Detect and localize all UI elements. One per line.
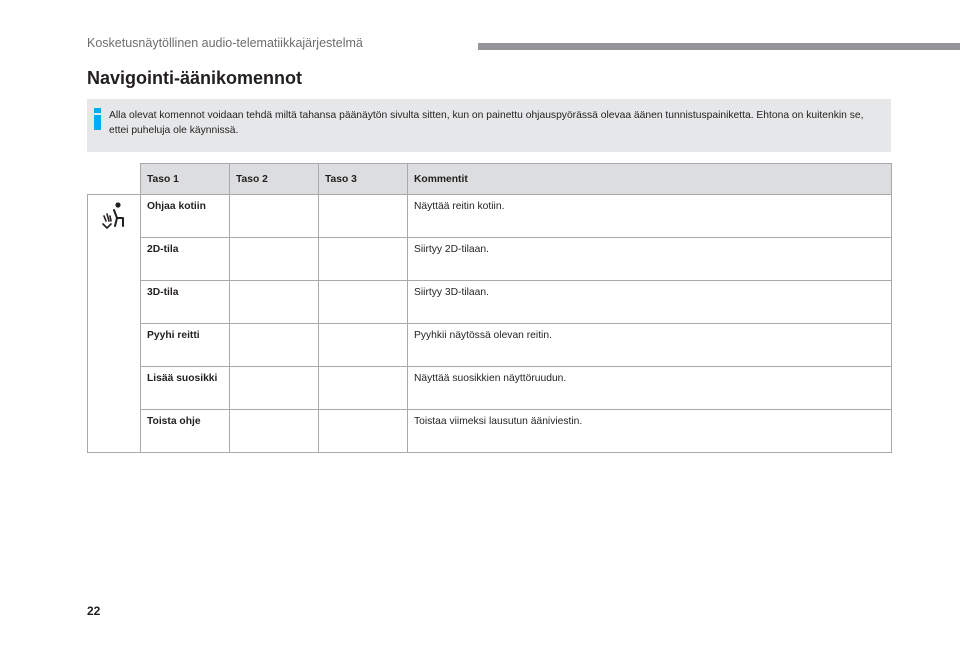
table-row [88,281,892,324]
voice-command-icon [101,201,127,231]
table-row [88,195,892,238]
table-header-row [88,164,892,195]
row-level1: Pyyhi reitti [141,324,230,367]
table-row [88,367,892,410]
row-level3 [319,410,408,453]
voice-icon-cell [88,195,141,453]
row-level1: 3D-tila [141,281,230,324]
row-comment: Pyyhkii näytössä olevan reitin. [408,324,892,367]
row-level1: Toista ohje [141,410,230,453]
row-level3 [319,195,408,238]
row-level1: Ohjaa kotiin [141,195,230,238]
row-level1: Lisää suosikki [141,367,230,410]
header-bar [478,43,960,50]
row-comment: Näyttää reitin kotiin. [408,195,892,238]
row-level1: 2D-tila [141,238,230,281]
column-header-level1: Taso 1 [141,164,230,195]
row-level3 [319,367,408,410]
row-comment: Siirtyy 2D-tilaan. [408,238,892,281]
row-level2 [230,324,319,367]
info-text: Alla olevat komennot voidaan tehdä miltä tahansa päänäytön sivulta sitten, kun on painettu ohjauspyörässä olevaa äänen tunnistuspainiketta. Ehtona on kuitenkin se, ettei puheluja ole käynnissä. [109,110,864,136]
table-row [88,410,892,453]
row-level2 [230,281,319,324]
info-box [87,99,891,152]
row-comment: Toistaa viimeksi lausutun ääniviestin. [408,410,892,453]
table-row [88,324,892,367]
header-blank-cell [88,164,141,195]
column-header-level2: Taso 2 [230,164,319,195]
page-number: 22 [87,604,101,618]
row-level2 [230,367,319,410]
row-level3 [319,238,408,281]
row-level2 [230,410,319,453]
column-header-level3: Taso 3 [319,164,408,195]
row-level2 [230,238,319,281]
column-header-comments: Kommentit [408,164,892,195]
row-level2 [230,195,319,238]
info-icon [93,108,102,130]
row-level3 [319,281,408,324]
row-comment: Näyttää suosikkien näyttöruudun. [408,367,892,410]
row-level3 [319,324,408,367]
voice-commands-table [87,163,892,453]
row-comment: Siirtyy 3D-tilaan. [408,281,892,324]
section-header-label: Kosketusnäytöllinen audio-telematiikkajärjestelmä [87,36,363,50]
page-title: Navigointi-äänikomennot [87,68,303,88]
table-row [88,238,892,281]
